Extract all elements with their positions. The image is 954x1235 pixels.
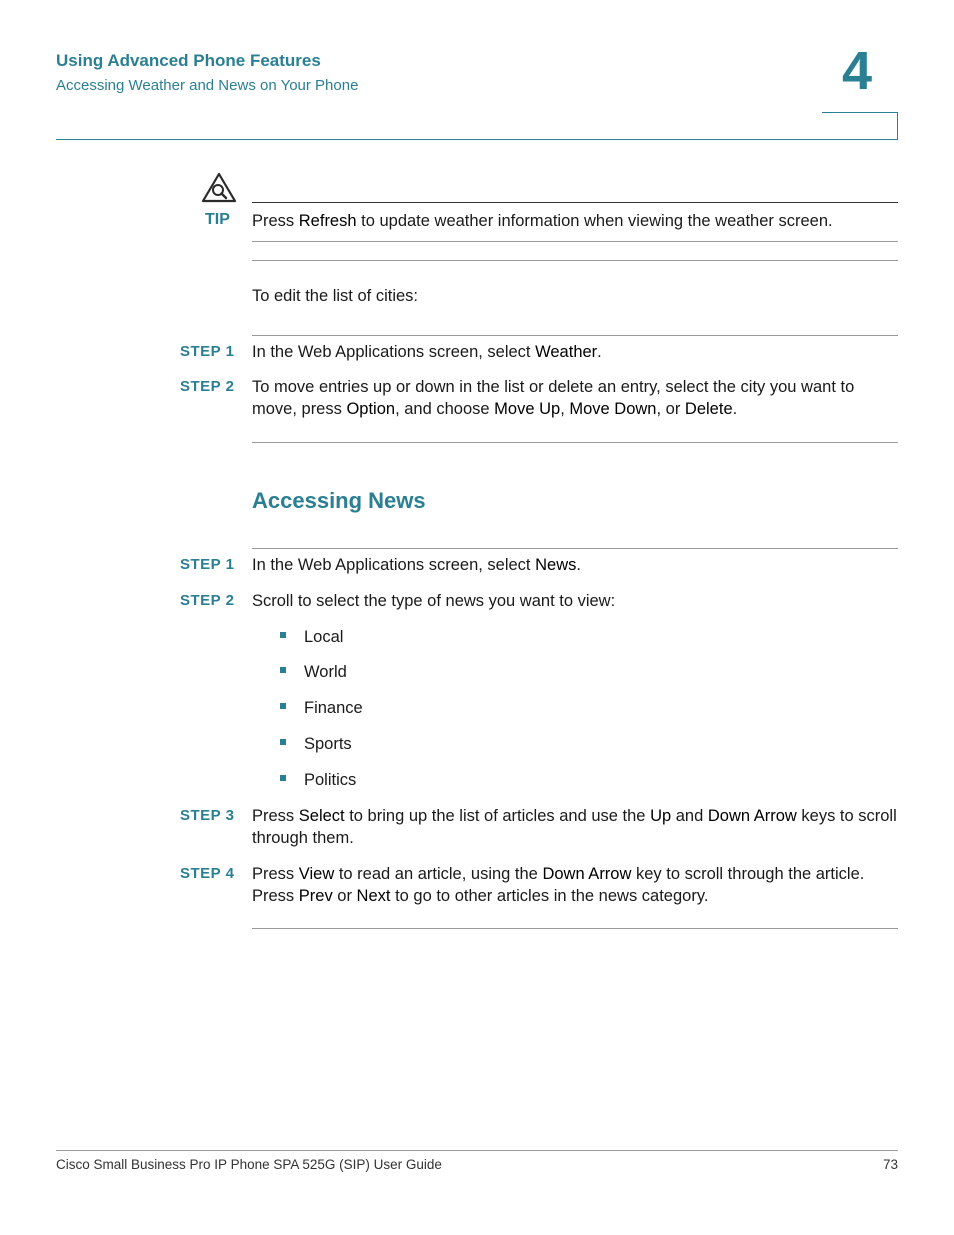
news-steps-bottom-rule — [252, 928, 898, 929]
list-item: Finance — [304, 699, 363, 717]
steps-top-rule — [252, 335, 898, 336]
weather-step-2-label: STEP 2 — [180, 378, 235, 395]
news-step-3-label: STEP 3 — [180, 807, 235, 824]
news-step-2-text: Scroll to select the type of news you want to view: — [252, 592, 616, 610]
news-step-4-text: Press View to read an article, using the Down Arrow key to scroll through the article. Press Prev or Next to go to other articles in the news category. — [252, 865, 865, 905]
section-heading: Accessing News — [252, 488, 426, 513]
tip-magnifier-icon — [200, 172, 238, 204]
square-bullet-icon — [280, 703, 286, 709]
news-step-3-text: Press Select to bring up the list of articles and use the Up and Down Arrow keys to scroll through them. — [252, 807, 897, 847]
tip-text: Press Refresh to update weather information when viewing the weather screen. — [252, 212, 833, 230]
square-bullet-icon — [280, 739, 286, 745]
news-steps-top-rule — [252, 548, 898, 549]
list-item: Politics — [304, 771, 357, 789]
steps-bottom-rule — [252, 442, 898, 443]
square-bullet-icon — [280, 775, 286, 781]
news-step-4-label: STEP 4 — [180, 865, 235, 882]
list-item: World — [304, 663, 347, 681]
tip-bottom-rule — [252, 241, 898, 242]
list-item: Sports — [304, 735, 352, 753]
list-item: Local — [304, 628, 344, 646]
chapter-number: 4 — [842, 41, 873, 101]
header-rule — [56, 139, 898, 140]
page-number: 73 — [882, 1157, 898, 1172]
footer-guide-title: Cisco Small Business Pro IP Phone SPA 525G (SIP) User Guide — [56, 1157, 442, 1172]
section-rule — [252, 260, 898, 261]
tip-label: TIP — [205, 211, 230, 228]
tip-top-rule — [252, 202, 898, 203]
weather-step-2-text: To move entries up or down in the list or delete an entry, select the city you want to move, press Option, and choose Move Up, Move Down, or Delete. — [252, 378, 855, 418]
news-step-1-label: STEP 1 — [180, 556, 235, 573]
chapter-title: Using Advanced Phone Features — [56, 51, 321, 70]
intro-text: To edit the list of cities: — [252, 287, 418, 305]
news-step-1-text: In the Web Applications screen, select News. — [252, 556, 581, 574]
section-title: Accessing Weather and News on Your Phone — [56, 77, 359, 94]
weather-step-1-text: In the Web Applications screen, select Weather. — [252, 343, 602, 361]
square-bullet-icon — [280, 632, 286, 638]
weather-step-1-label: STEP 1 — [180, 343, 235, 360]
footer-rule — [56, 1150, 898, 1151]
news-step-2-label: STEP 2 — [180, 592, 235, 609]
square-bullet-icon — [280, 667, 286, 673]
chapter-number-box — [822, 112, 898, 139]
